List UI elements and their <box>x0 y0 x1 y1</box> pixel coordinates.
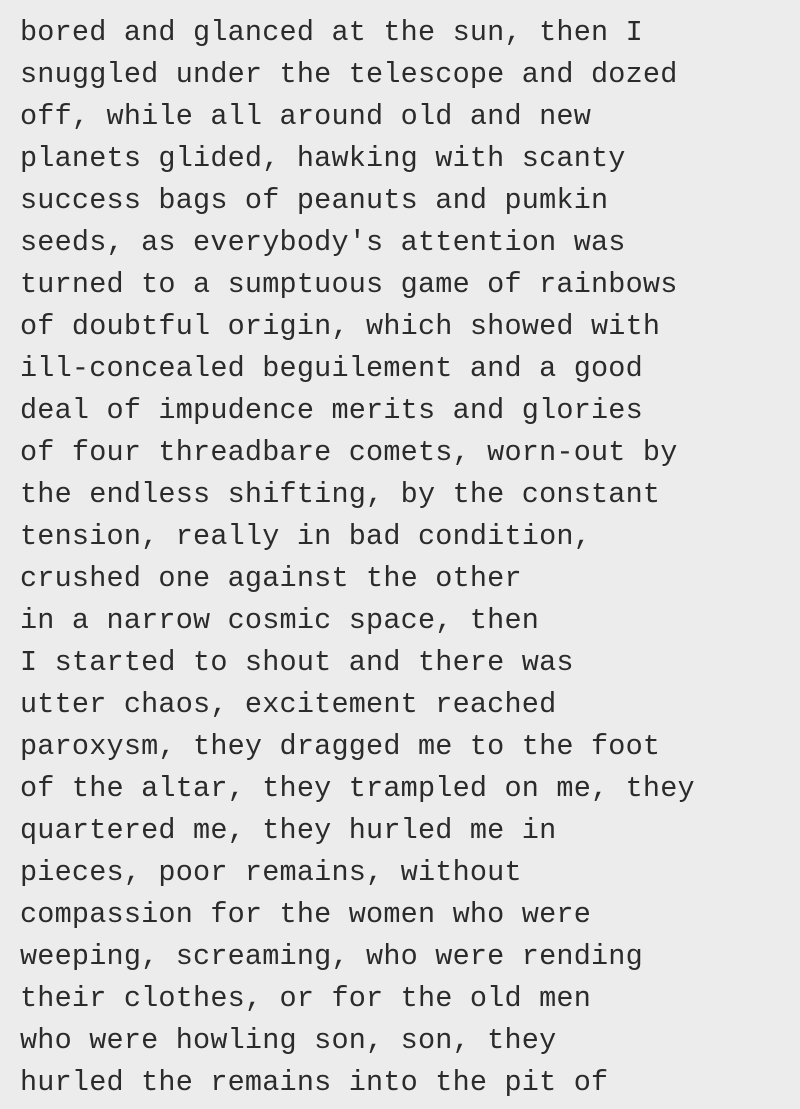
text-line: their clothes, or for the old men <box>20 982 591 1015</box>
text-line: quartered me, they hurled me in <box>20 814 557 847</box>
text-line: utter chaos, excitement reached <box>20 688 557 721</box>
text-line: paroxysm, they dragged me to the foot <box>20 730 661 763</box>
text-line: bored and glanced at the sun, then I <box>20 16 643 49</box>
text-line: I started to shout and there was <box>20 646 574 679</box>
text-line: ill-concealed beguilement and a good <box>20 352 643 385</box>
typed-text-block <box>20 12 695 1104</box>
text-line: crushed one against the other <box>20 562 522 595</box>
text-line: of the altar, they trampled on me, they <box>20 772 695 805</box>
text-line: weeping, screaming, who were rending <box>20 940 643 973</box>
text-line: who were howling son, son, they <box>20 1024 557 1057</box>
text-line: success bags of peanuts and pumkin <box>20 184 609 217</box>
text-line: off, while all around old and new <box>20 100 591 133</box>
text-line: pieces, poor remains, without <box>20 856 522 889</box>
text-line: of doubtful origin, which showed with <box>20 310 661 343</box>
text-line: compassion for the women who were <box>20 898 591 931</box>
text-line: seeds, as everybody's attention was <box>20 226 626 259</box>
text-line: hurled the remains into the pit of <box>20 1066 609 1099</box>
text-line: of four threadbare comets, worn-out by <box>20 436 678 469</box>
text-line: snuggled under the telescope and dozed <box>20 58 678 91</box>
text-line: deal of impudence merits and glories <box>20 394 643 427</box>
text-line: planets glided, hawking with scanty <box>20 142 626 175</box>
text-line: turned to a sumptuous game of rainbows <box>20 268 678 301</box>
text-line: tension, really in bad condition, <box>20 520 591 553</box>
text-line: in a narrow cosmic space, then <box>20 604 540 637</box>
text-line: the endless shifting, by the constant <box>20 478 661 511</box>
